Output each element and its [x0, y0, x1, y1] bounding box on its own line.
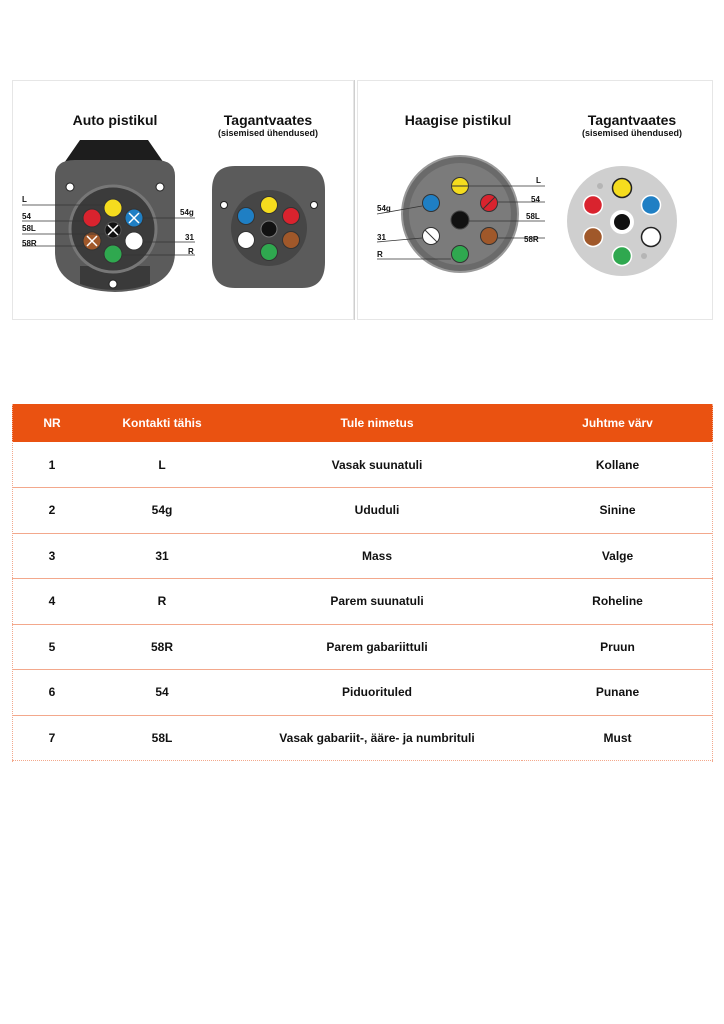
pin-58l-black	[451, 211, 469, 229]
trailer-plug	[377, 156, 545, 272]
trailer-plug-title: Haagise pistikul	[404, 112, 512, 128]
cell-nr: 1	[12, 442, 92, 488]
label-l: L	[22, 195, 27, 204]
pin-58r-brown	[283, 232, 300, 249]
pin-58r-brown	[481, 228, 498, 245]
pinout-table	[12, 404, 713, 761]
cell-wire: Must	[522, 715, 713, 761]
car-socket	[22, 140, 195, 292]
label-31: 31	[377, 233, 386, 242]
table-row	[12, 715, 713, 761]
cell-wire: Roheline	[522, 579, 713, 625]
pin-58l-black	[614, 214, 630, 230]
label-58l: 58L	[526, 212, 540, 221]
pin-54g-blue	[238, 208, 255, 225]
cell-light: Ududuli	[232, 488, 522, 534]
rear-dot	[641, 253, 647, 259]
cell-nr: 5	[12, 624, 92, 670]
label-31: 31	[185, 233, 194, 242]
cell-nr: 6	[12, 670, 92, 716]
pin-31-white	[642, 228, 661, 247]
cell-contact: 58R	[92, 624, 232, 670]
pin-r-green	[261, 244, 278, 261]
label-54: 54	[22, 212, 31, 221]
mount-hole	[66, 183, 74, 191]
cell-contact: R	[92, 579, 232, 625]
cell-nr: 7	[12, 715, 92, 761]
label-54g: 54g	[180, 208, 194, 217]
pin-54g-blue	[423, 195, 440, 212]
label-58r: 58R	[22, 239, 37, 248]
cell-nr: 4	[12, 579, 92, 625]
header-nr: NR	[43, 416, 61, 430]
car-socket-title: Auto pistikul	[72, 112, 158, 128]
cell-contact: 54g	[92, 488, 232, 534]
cell-wire: Pruun	[522, 624, 713, 670]
cell-light: Piduorituled	[232, 670, 522, 716]
pin-r-green	[452, 246, 469, 263]
mount-hole	[156, 183, 164, 191]
header-wire: Juhtme värv	[582, 416, 653, 430]
trailer-rear-view-title: Tagantvaates	[587, 112, 677, 128]
mount-hole	[109, 280, 117, 288]
pin-31-white	[125, 232, 143, 250]
cell-wire: Valge	[522, 533, 713, 579]
label-54: 54	[531, 195, 540, 204]
cell-wire: Kollane	[522, 442, 713, 488]
cell-wire: Punane	[522, 670, 713, 716]
cell-light: Mass	[232, 533, 522, 579]
pin-l-yellow	[104, 199, 122, 217]
cell-contact: 31	[92, 533, 232, 579]
table-row	[12, 670, 713, 716]
cell-contact: 58L	[92, 715, 232, 761]
header-light: Tule nimetus	[340, 416, 414, 430]
cell-contact: 54	[92, 670, 232, 716]
label-58l: 58L	[22, 224, 36, 233]
label-l: L	[536, 176, 541, 185]
table-row	[12, 533, 713, 579]
label-r: R	[377, 250, 383, 259]
cell-light: Vasak suunatuli	[232, 442, 522, 488]
rear-dot	[597, 183, 603, 189]
pin-54-red	[83, 209, 101, 227]
cell-wire: Sinine	[522, 488, 713, 534]
table-row	[12, 488, 713, 534]
table-row	[12, 624, 713, 670]
label-r: R	[188, 247, 194, 256]
cell-nr: 3	[12, 533, 92, 579]
table-row	[12, 442, 713, 488]
car-rear-view	[212, 166, 325, 288]
cell-nr: 2	[12, 488, 92, 534]
cell-light: Vasak gabariit-, ääre- ja numbrituli	[232, 715, 522, 761]
pin-58r-brown	[584, 228, 603, 247]
header-contact: Kontakti tähis	[122, 416, 202, 430]
pin-r-green	[104, 245, 122, 263]
pin-31-white	[238, 232, 255, 249]
trailer-rear-view-subtitle: (sisemised ühendused)	[581, 128, 683, 138]
label-58r: 58R	[524, 235, 539, 244]
trailer-rear-view	[567, 166, 677, 276]
pin-54g-blue	[642, 196, 661, 215]
cell-contact: L	[92, 442, 232, 488]
connector-diagram	[0, 0, 724, 330]
car-rear-view-subtitle: (sisemised ühendused)	[217, 128, 319, 138]
cell-light: Parem gabariittuli	[232, 624, 522, 670]
table-header-row	[12, 404, 713, 442]
label-54g: 54g	[377, 204, 391, 213]
pin-l-yellow	[261, 197, 278, 214]
mount-hole	[221, 202, 228, 209]
mount-hole	[311, 202, 318, 209]
pin-l-yellow	[613, 179, 632, 198]
table-row	[12, 579, 713, 625]
car-rear-view-title: Tagantvaates	[223, 112, 313, 128]
cell-light: Parem suunatuli	[232, 579, 522, 625]
pin-58l-black	[261, 221, 277, 237]
pin-54-red	[283, 208, 300, 225]
pin-r-green	[613, 247, 632, 266]
pin-54-red	[584, 196, 603, 215]
